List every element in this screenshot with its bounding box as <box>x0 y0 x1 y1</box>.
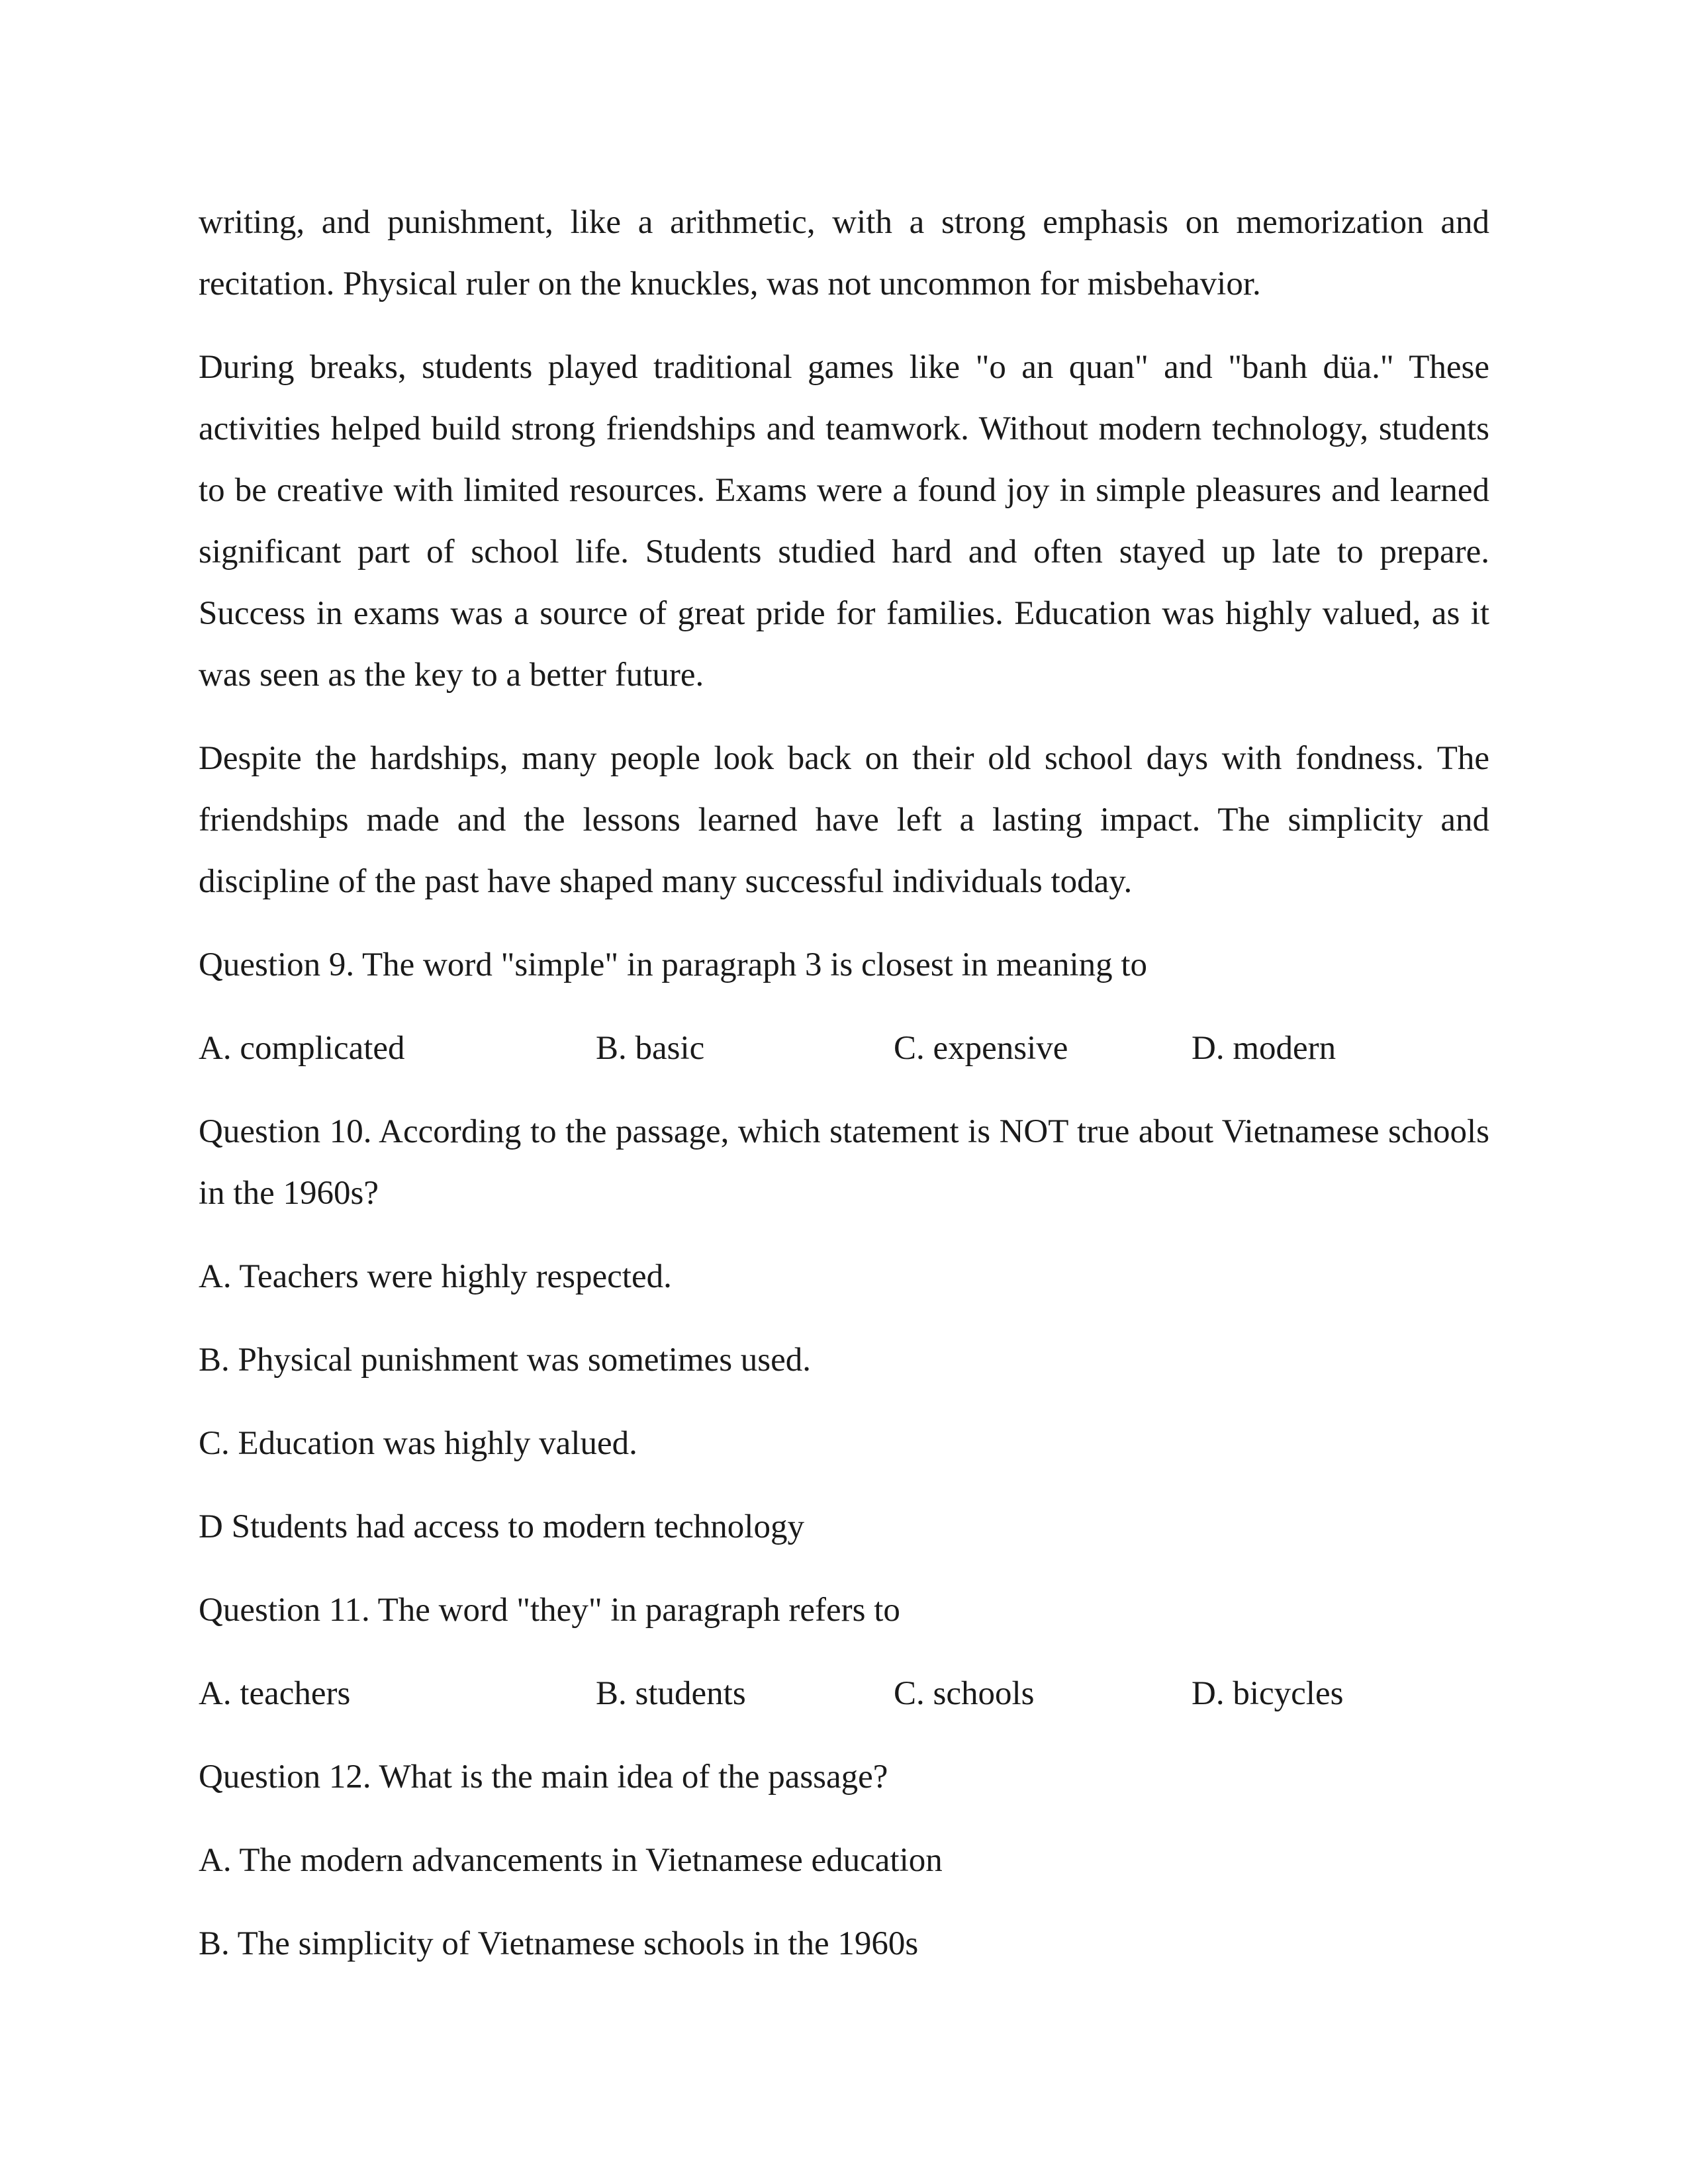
question-12-option-b: B. The simplicity of Vietnamese schools in the 1960s <box>199 1925 919 1962</box>
question-12-stem: Question 12. What is the main idea of the passage? <box>199 1758 888 1796</box>
question-11-option-b: B. students <box>596 1675 746 1712</box>
question-9-option-d: D. modern <box>1192 1030 1336 1067</box>
question-11-stem: Question 11. The word "they" in paragraph refers to <box>199 1592 900 1629</box>
question-10-option-b: B. Physical punishment was sometimes used. <box>199 1342 812 1379</box>
question-11-option-d: D. bicycles <box>1192 1675 1344 1712</box>
passage-paragraph-3: Despite the hardships, many people look back on their old school days with fondness. The friendships made and the lessons learned have left a lasting impact. The simplicity and discipline of the past have shaped many successful individuals today. <box>199 740 1489 900</box>
question-9-option-a: A. complicated <box>199 1030 405 1067</box>
question-11-option-a: A. teachers <box>199 1675 351 1712</box>
question-10-option-d: D Students had access to modern technology <box>199 1508 804 1545</box>
question-10-stem: Question 10. According to the passage, which statement is NOT true about Vietnamese schools in the 1960s? <box>199 1113 1489 1212</box>
passage-paragraph-2: During breaks, students played traditional games like "o an quan" and "banh düa." These activities helped build strong friendships and teamwork. Without modern technology, students to be creative with limited resources. Exams were a found joy in simple pleasures and learned significant part of school life. Students studied hard and often stayed up late to prepare. Success in exams was a source of great pride for families. Education was highly valued, as it was seen as the key to a better future. <box>199 349 1489 694</box>
question-9-option-c: C. expensive <box>894 1030 1068 1067</box>
question-11-option-c: C. schools <box>894 1675 1035 1712</box>
document-page <box>199 192 1489 1997</box>
question-12-option-a: A. The modern advancements in Vietnamese education <box>199 1842 943 1879</box>
question-9-option-b: B. basic <box>596 1030 705 1067</box>
question-10-option-c: C. Education was highly valued. <box>199 1425 637 1462</box>
question-10-option-a: A. Teachers were highly respected. <box>199 1258 672 1295</box>
question-9-stem: Question 9. The word "simple" in paragraph 3 is closest in meaning to <box>199 946 1148 983</box>
question-11-options <box>199 1663 1489 1725</box>
passage-paragraph-1: writing, and punishment, like a arithmetic, with a strong emphasis on memorization and recitation. Physical ruler on the knuckles, was not uncommon for misbehavior. <box>199 204 1489 302</box>
question-9-options <box>199 1018 1489 1079</box>
